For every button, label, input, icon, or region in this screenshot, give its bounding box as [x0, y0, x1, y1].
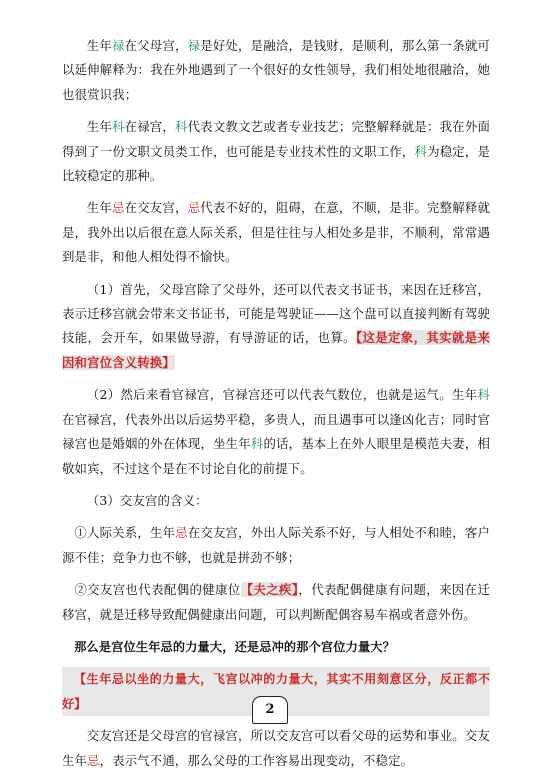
- paragraph-point-1: （1）首先，父母宫除了父母外，还可以代表文书证书，来因在迁移宫，表示迁移宫就会带来文书证书，可能是驾驶证——这个盘可以直接判断有驾驶技能，会开车，如果做导游，有导游证的话，也算。【这是定象，其实就是来因和宫位含义转换】: [62, 281, 491, 370]
- page-number: 2: [252, 696, 288, 724]
- paragraph-ke-career: 生年科在禄宫，科代表文教文艺或者专业技艺；完整解释就是：我在外面得到了一份文职文员类工作，也可能是专业技术性的文职工作，科为稳定，是比较稳定的那种。: [62, 119, 491, 184]
- star-ji: 忌: [112, 200, 125, 216]
- star-ke: 科: [250, 436, 264, 452]
- star-ke: 科: [175, 119, 188, 135]
- star-lu: 禄: [112, 38, 125, 53]
- question-heading: 那么是宫位生年忌的力量大，还是忌冲的那个宫位力量大？: [74, 639, 395, 654]
- star-ji: 忌: [187, 200, 201, 216]
- star-ke: 科: [112, 119, 125, 135]
- highlight-note: 【这是定象，其实就是来因和宫位含义转换】: [62, 330, 491, 370]
- answer-highlight: 【生年忌以坐的力量大，飞宫以冲的力量大，其实不用刻意区分，反正都不好】: [62, 667, 490, 716]
- star-lu: 禄: [187, 38, 201, 53]
- star-ke: 科: [477, 387, 490, 403]
- star-ji: 忌: [87, 752, 100, 768]
- star-ke: 科: [414, 143, 428, 159]
- paragraph-point-3-heading: （3）交友宫的含义：: [86, 492, 208, 508]
- star-ji: 忌: [175, 525, 188, 541]
- paragraph-point-2: （2）然后来看官禄宫，官禄宫还可以代表气数位，也就是运气。生年科在官禄宫，代表外出以后运势平稳，多贵人，而且遇事可以逢凶化吉；同时官禄宫也是婚姻的外在体现，坐生年科的话，基本上在外人眼里是模范夫妻，相敬如宾，不过这个是在不讨论自化的前提下。: [62, 387, 490, 476]
- paragraph-friends-parents: 交友宫还是父母宫的官禄宫，所以交友宫可以看父母的运势和事业。交友生年忌，表示气不通，那么父母的工作容易出现变动，不稳定。: [62, 728, 490, 768]
- paragraph-lu-parents: 生年禄在父母宫，禄是好处，是融洽，是钱财，是顺利，那么第一条就可以延伸解释为：我在外地遇到了一个很好的女性领导，我们相处地很融洽，她也很赏识我；: [62, 38, 490, 102]
- paragraph-ji-friends: 生年忌在交友宫，忌代表不好的，阻碍，在意，不顺，是非。完整解释就是，我外出以后很在意人际关系，但是往往与人相处多是非，不顺利，常常遇到是非，和他人相处得不愉快。: [62, 200, 490, 265]
- paragraph-item-1: ①人际关系，生年忌在交友宫，外出人际关系不好，与人相处不和睦，客户源不佳；竞争力也不够，也就是拼劲不够；: [62, 525, 490, 565]
- highlight-spouse-health: 【夫之疾】: [240, 582, 299, 598]
- paragraph-item-2: ②交友宫也代表配偶的健康位【夫之疾】，代表配偶健康有问题，来因在迁移宫，就是迁移导致配偶健康出问题，可以判断配偶容易车祸或者意外伤。: [62, 582, 490, 622]
